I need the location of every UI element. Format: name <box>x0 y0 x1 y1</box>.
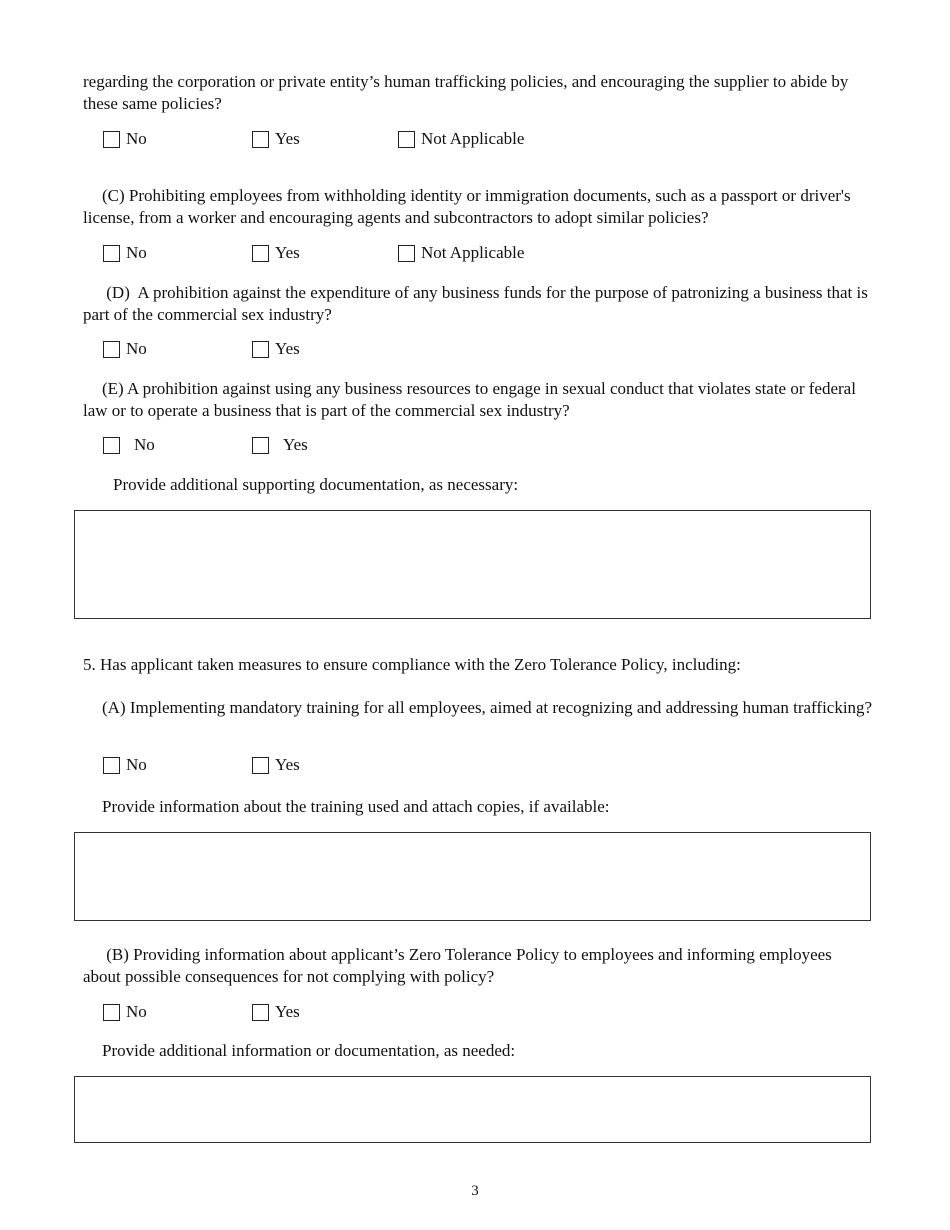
checkbox-box[interactable] <box>103 131 120 148</box>
checkbox-box[interactable] <box>103 757 120 774</box>
checkbox-label: Yes <box>275 243 300 262</box>
checkbox-box[interactable] <box>103 437 120 454</box>
checkbox-label: No <box>126 339 147 358</box>
question-e-no-checkbox[interactable] <box>103 435 155 455</box>
checkbox-label: No <box>134 435 155 454</box>
question-5a-yes-checkbox[interactable] <box>252 755 300 775</box>
question-e-text: (E) A prohibition against using any business resources to engage in sexual conduct that violates state or federal law or to operate a business that is part of the commercial sex industry? <box>83 379 856 420</box>
question-5b-yes-checkbox[interactable] <box>252 1002 300 1022</box>
question-5b-text: (B) Providing information about applicant’s Zero Tolerance Policy to employees and informing employees about possible consequences for not complying with policy? <box>83 945 837 986</box>
question-b-continued-text: regarding the corporation or private entity’s human trafficking policies, and encouraging the supplier to abide by these same policies? <box>83 72 849 113</box>
checkbox-label: Yes <box>283 435 308 454</box>
checkbox-label: Yes <box>275 1002 300 1021</box>
checkbox-label: Not Applicable <box>421 129 525 148</box>
question-c-no-checkbox[interactable] <box>103 243 147 263</box>
question-b-not-applicable-checkbox[interactable] <box>398 129 524 149</box>
question-d-no-checkbox[interactable] <box>103 339 147 359</box>
question-d-yes-checkbox[interactable] <box>252 339 300 359</box>
checkbox-box[interactable] <box>103 341 120 358</box>
checkbox-box[interactable] <box>103 245 120 262</box>
supporting-documentation-prompt: Provide additional supporting documentation, as necessary: <box>113 475 519 494</box>
checkbox-box[interactable] <box>252 131 269 148</box>
question-d-text: (D) A prohibition against the expenditure of any business funds for the purpose of patronizing a business that is part of the commercial sex industry? <box>83 283 873 324</box>
question-5b-no-checkbox[interactable] <box>103 1002 147 1022</box>
question-e-yes-checkbox[interactable] <box>252 435 308 455</box>
checkbox-label: No <box>126 129 147 148</box>
question-c-yes-checkbox[interactable] <box>252 243 300 263</box>
checkbox-label: Yes <box>275 755 300 774</box>
checkbox-label: No <box>126 755 147 774</box>
checkbox-label: Yes <box>275 339 300 358</box>
training-info-prompt: Provide information about the training used and attach copies, if available: <box>102 797 610 816</box>
supporting-documentation-textbox[interactable] <box>74 510 871 619</box>
checkbox-box[interactable] <box>103 1004 120 1021</box>
checkbox-box[interactable] <box>252 341 269 358</box>
checkbox-box[interactable] <box>252 245 269 262</box>
checkbox-box[interactable] <box>398 131 415 148</box>
additional-info-prompt: Provide additional information or documentation, as needed: <box>102 1041 516 1060</box>
checkbox-label: No <box>126 1002 147 1021</box>
question-b-yes-checkbox[interactable] <box>252 129 300 149</box>
page-number: 3 <box>471 1183 479 1199</box>
question-5a-no-checkbox[interactable] <box>103 755 147 775</box>
additional-info-textbox[interactable] <box>74 1076 871 1143</box>
question-5-text: 5. Has applicant taken measures to ensure compliance with the Zero Tolerance Policy, including: <box>83 655 741 674</box>
question-5a-text: (A) Implementing mandatory training for all employees, aimed at recognizing and addressing human trafficking? <box>102 698 873 717</box>
question-c-text: (C) Prohibiting employees from withholding identity or immigration documents, such as a passport or driver's license, from a worker and encouraging agents and subcontractors to adopt similar policies? <box>83 186 851 227</box>
training-info-textbox[interactable] <box>74 832 871 921</box>
checkbox-label: Yes <box>275 129 300 148</box>
question-b-no-checkbox[interactable] <box>103 129 147 149</box>
checkbox-box[interactable] <box>252 757 269 774</box>
checkbox-box[interactable] <box>252 1004 269 1021</box>
checkbox-box[interactable] <box>398 245 415 262</box>
checkbox-label: Not Applicable <box>421 243 525 262</box>
checkbox-box[interactable] <box>252 437 269 454</box>
question-c-not-applicable-checkbox[interactable] <box>398 243 524 263</box>
checkbox-label: No <box>126 243 147 262</box>
